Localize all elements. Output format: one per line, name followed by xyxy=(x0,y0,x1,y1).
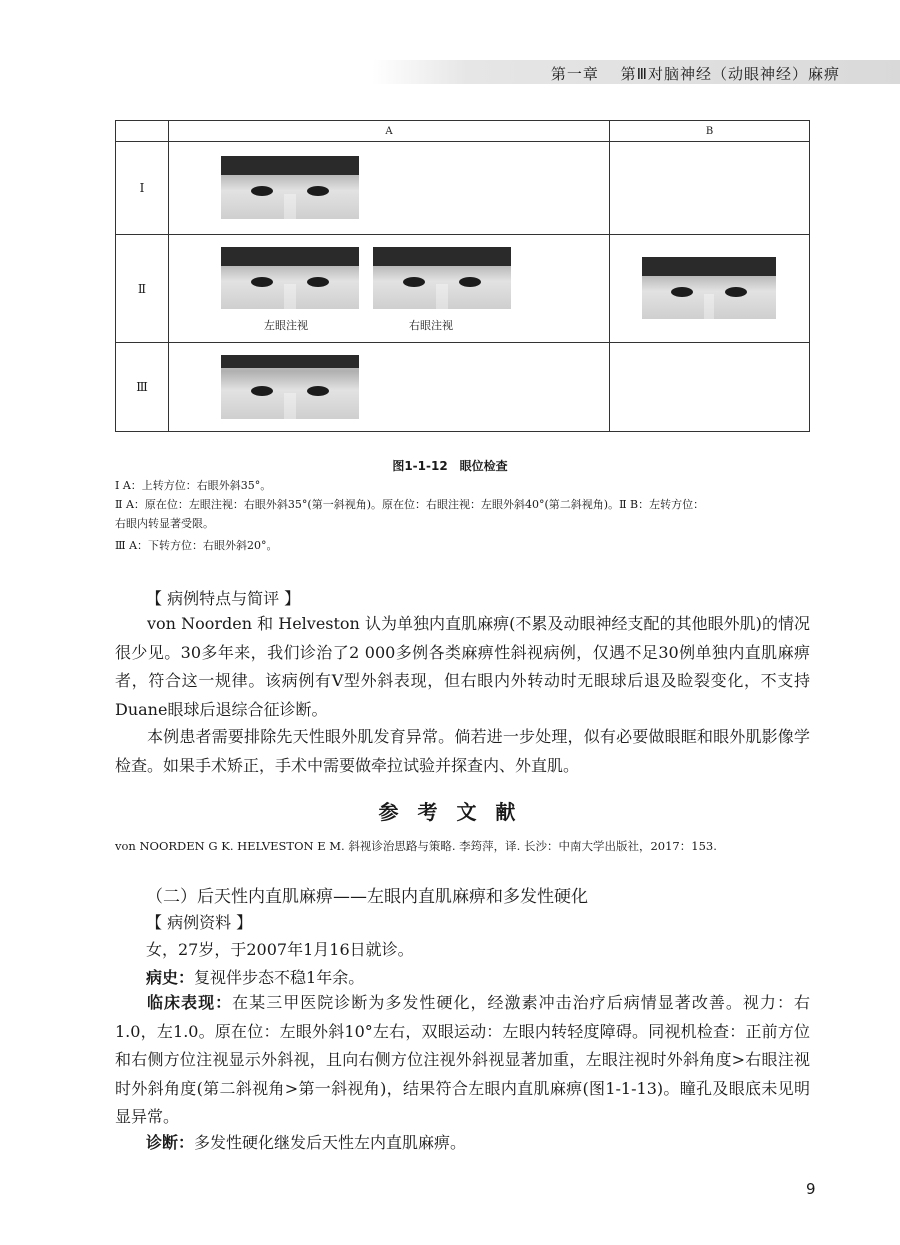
cell-1b xyxy=(610,142,810,235)
section-heading-comments: 【 病例特点与简评 】 xyxy=(146,589,301,608)
cell-2b xyxy=(610,235,810,343)
eye-photo-right-fixation xyxy=(373,247,511,309)
case-data-heading: 【 病例资料 】 xyxy=(146,913,253,932)
diagnosis-label: 诊断： xyxy=(146,1133,195,1152)
paragraph-comments-1: von Noorden 和 Helveston 认为单独内直肌麻痹(不累及动眼神经支配的其他眼外肌)的情况很少见。30多年来，我们诊治了2 000多例各类麻痹性斜视病例，仅遇不足30例单独内直肌麻痹者，符合这一规律。该病例有V型外斜表现，但右眼内外转动时无眼球后退及睑裂变化，不支持Duane眼球后退综合征诊断。 xyxy=(115,614,810,719)
row-label-1: Ⅰ xyxy=(116,142,169,235)
figure-note: Ⅱ A：原在位：左眼注视：右眼外斜35°(第一斜视角)。原在位：右眼注视：左眼外斜40°(第二斜视角)。Ⅱ B：左转方位： xyxy=(115,498,705,511)
figure-table xyxy=(115,120,810,432)
running-header: 第一章 第Ⅲ对脑神经（动眼神经）麻痹 xyxy=(550,65,840,83)
eye-photo-levoversion xyxy=(642,257,776,319)
cell-3a xyxy=(169,343,610,432)
column-a-header: A xyxy=(169,121,610,142)
clinical-label: 临床表现： xyxy=(147,993,233,1012)
corner-cell xyxy=(116,121,169,142)
cell-1a xyxy=(169,142,610,235)
page-number: 9 xyxy=(806,1180,816,1198)
history-line xyxy=(146,965,364,988)
figure-note: 右眼内转显著受限。 xyxy=(115,517,214,530)
cell-3b xyxy=(610,343,810,432)
clinical-paragraph xyxy=(115,989,810,1132)
eye-photo-downgaze xyxy=(221,355,359,419)
caption-right-fixation: 右眼注视 xyxy=(409,319,453,332)
patient-info: 女，27岁，于2007年1月16日就诊。 xyxy=(146,940,414,959)
eye-photo-left-fixation xyxy=(221,247,359,309)
reference-item: von NOORDEN G K. HELVESTON E M. 斜视诊治思路与策略. 李筠萍，译. 长沙：中南大学出版社，2017：153. xyxy=(115,839,717,853)
row-label-2: Ⅱ xyxy=(116,235,169,343)
figure-title: 图1-1-12 眼位检查 xyxy=(392,459,508,473)
eye-photo-upgaze xyxy=(221,156,359,219)
figure-note: Ⅰ A：上转方位：右眼外斜35°。 xyxy=(115,479,272,492)
diagnosis-text: 多发性硬化继发后天性左内直肌麻痹。 xyxy=(194,1133,467,1152)
figure-note: Ⅲ A：下转方位：右眼外斜20°。 xyxy=(115,539,278,552)
case-heading: （二）后天性内直肌麻痹——左眼内直肌麻痹和多发性硬化 xyxy=(146,887,588,907)
caption-left-fixation: 左眼注视 xyxy=(264,319,308,332)
references-title: 参 考 文 献 xyxy=(378,800,522,824)
paragraph-comments-2: 本例患者需要排除先天性眼外肌发育异常。倘若进一步处理，似有必要做眼眶和眼外肌影像学检查。如果手术矫正，手术中需要做牵拉试验并探查内、外直肌。 xyxy=(115,727,810,775)
history-text: 复视伴步态不稳1年余。 xyxy=(194,968,365,987)
diagnosis-line xyxy=(146,1130,466,1153)
row-label-3: Ⅲ xyxy=(116,343,169,432)
clinical-text: 在某三甲医院诊断为多发性硬化，经激素冲击治疗后病情显著改善。视力：右1.0，左1.0。原在位：左眼外斜10°左右，双眼运动：左眼内转轻度障碍。同视机检查：正前方位和右侧方位注视显示外斜视，且向右侧方位注视外斜视显著加重，左眼注视时外斜角度>右眼注视时外斜角度(第二斜视角>第一斜视角)，结果符合左眼内直肌麻痹(图1-1-13)。瞳孔及眼底未见明显异常。 xyxy=(115,993,810,1126)
cell-2a xyxy=(169,235,610,343)
column-b-header: B xyxy=(610,121,810,142)
history-label: 病史： xyxy=(146,968,195,987)
